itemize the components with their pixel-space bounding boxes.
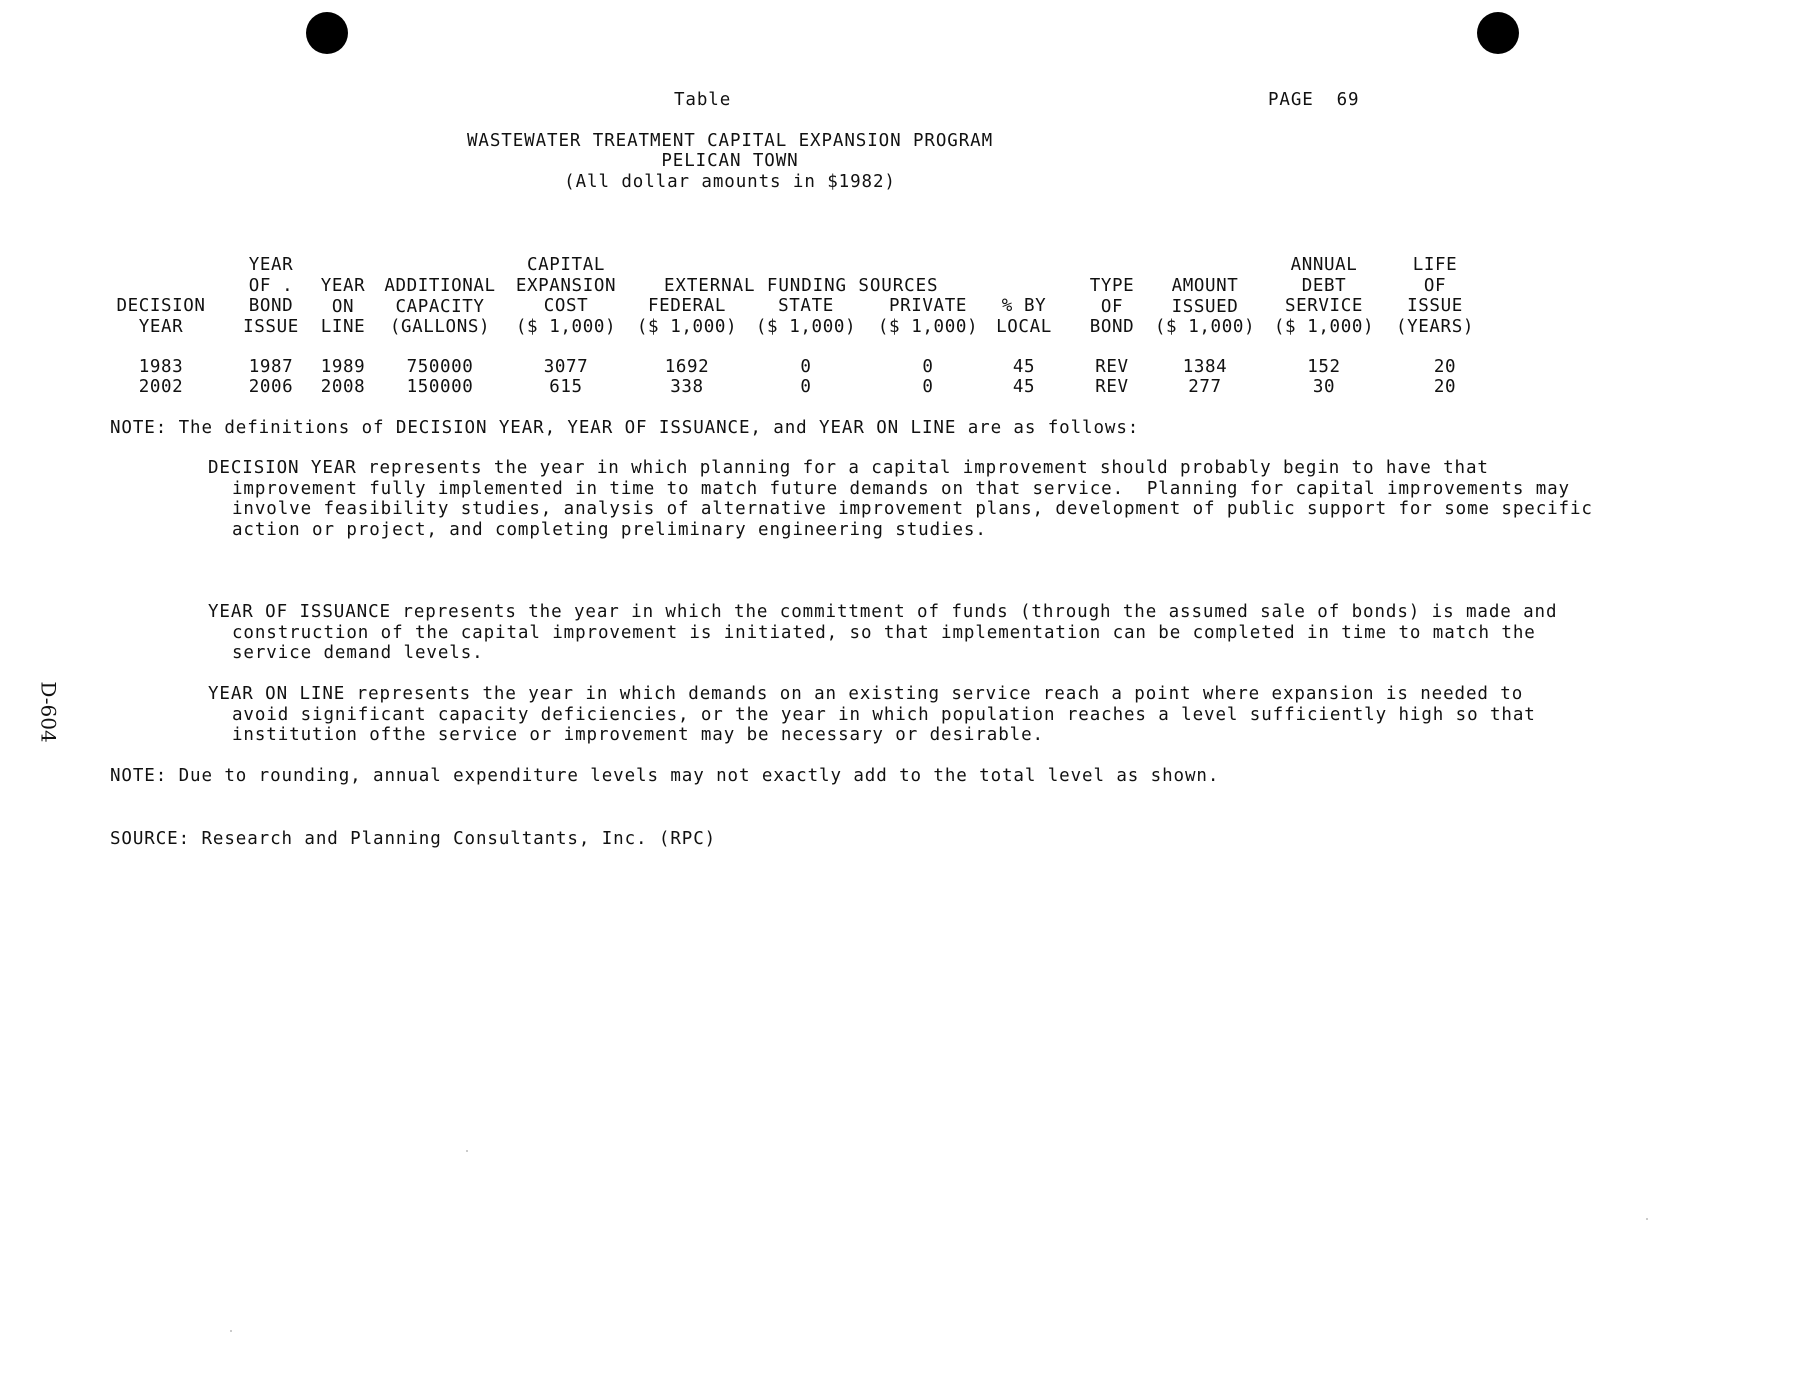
cell-pct-by-local: 45 bbox=[1012, 377, 1036, 397]
source-line: SOURCE: Research and Planning Consultants, Inc. (RPC) bbox=[110, 829, 717, 849]
header-pct-by-local: % BY LOCAL bbox=[996, 296, 1052, 337]
cell-state: 0 bbox=[800, 357, 812, 377]
cell-federal: 338 bbox=[670, 377, 704, 397]
header-decision-year: DECISION YEAR bbox=[116, 296, 206, 337]
page-number: PAGE 69 bbox=[1268, 90, 1360, 110]
header-private: PRIVATE ($ 1,000) bbox=[877, 296, 979, 337]
definition-continuation: avoid significant capacity deficiencies, or the year in which population reaches a level sufficiently high so that institution ofthe service or improvement may be necessary or desirable. bbox=[232, 704, 1536, 745]
header-year-of-bond-issue: YEAR OF . BOND ISSUE bbox=[243, 255, 299, 337]
cell-federal: 1692 bbox=[664, 357, 710, 377]
cell-amount-issued: 1384 bbox=[1182, 357, 1228, 377]
cell-year-of-bond-issue: 2006 bbox=[248, 377, 294, 397]
cell-pct-by-local: 45 bbox=[1012, 357, 1036, 377]
header-life-of-issue: LIFE OF ISSUE (YEARS) bbox=[1396, 255, 1474, 337]
header-type-of-bond: TYPE OF BOND bbox=[1089, 276, 1135, 337]
scan-speck bbox=[1646, 1218, 1648, 1220]
dollar-basis-note: (All dollar amounts in $1982) bbox=[564, 172, 896, 192]
definitions-note: NOTE: The definitions of DECISION YEAR, YEAR OF ISSUANCE, and YEAR ON LINE are as follows: bbox=[110, 418, 1140, 438]
side-page-label: D-604 bbox=[36, 681, 61, 743]
cell-additional-capacity: 750000 bbox=[406, 357, 474, 377]
document-title: WASTEWATER TREATMENT CAPITAL EXPANSION PROGRAM bbox=[466, 131, 994, 151]
cell-capital-expansion-cost: 3077 bbox=[543, 357, 589, 377]
cell-type-of-bond: REV bbox=[1095, 377, 1129, 397]
definition-year-on-line bbox=[208, 684, 1536, 746]
cell-year-on-line: 2008 bbox=[320, 377, 366, 397]
definition-year-of-issuance bbox=[208, 602, 1557, 664]
cell-state: 0 bbox=[800, 377, 812, 397]
header-external-funding-sources: EXTERNAL FUNDING SOURCES bbox=[664, 276, 939, 296]
header-annual-debt-service: ANNUAL DEBT SERVICE ($ 1,000) bbox=[1273, 255, 1375, 337]
definition-continuation: improvement fully implemented in time to match future demands on that service. Planning for capital improvements may involve feasibility studies, analysis of alternative improvement plans, development of public support for some specific action or project, and completing preliminary engineering studies. bbox=[232, 478, 1593, 540]
header-federal: FEDERAL ($ 1,000) bbox=[636, 296, 738, 337]
cell-additional-capacity: 150000 bbox=[406, 377, 474, 397]
cell-life-of-issue: 20 bbox=[1433, 357, 1457, 377]
cell-year-on-line: 1989 bbox=[320, 357, 366, 377]
definition-continuation: construction of the capital improvement is initiated, so that implementation can be completed in time to match the service demand levels. bbox=[232, 622, 1536, 663]
definition-decision-year bbox=[208, 458, 1593, 540]
definition-first-line: DECISION YEAR represents the year in which planning for a capital improvement should probably begin to have that bbox=[208, 458, 1489, 478]
header-amount-issued: AMOUNT ISSUED ($ 1,000) bbox=[1154, 276, 1256, 337]
header-state: STATE ($ 1,000) bbox=[755, 296, 857, 337]
cell-annual-debt-service: 152 bbox=[1307, 357, 1341, 377]
cell-capital-expansion-cost: 615 bbox=[549, 377, 583, 397]
header-additional-capacity: ADDITIONAL CAPACITY (GALLONS) bbox=[384, 276, 496, 337]
header-capital-expansion-cost: CAPITAL EXPANSION COST ($ 1,000) bbox=[515, 255, 617, 337]
document-subtitle: PELICAN TOWN bbox=[661, 151, 799, 171]
cell-decision-year: 1983 bbox=[138, 357, 184, 377]
binder-hole-left bbox=[306, 12, 348, 54]
cell-amount-issued: 277 bbox=[1188, 377, 1222, 397]
rounding-note: NOTE: Due to rounding, annual expenditure levels may not exactly add to the total level as shown. bbox=[110, 766, 1220, 786]
scan-speck bbox=[230, 1330, 232, 1332]
cell-life-of-issue: 20 bbox=[1433, 377, 1457, 397]
definition-first-line: YEAR OF ISSUANCE represents the year in which the committment of funds (through the assumed sale of bonds) is made and bbox=[208, 602, 1558, 622]
header-year-on-line: YEAR ON LINE bbox=[320, 276, 366, 337]
cell-decision-year: 2002 bbox=[138, 377, 184, 397]
binder-hole-right bbox=[1477, 12, 1519, 54]
cell-year-of-bond-issue: 1987 bbox=[248, 357, 294, 377]
table-label: Table bbox=[674, 90, 732, 110]
cell-private: 0 bbox=[922, 377, 934, 397]
scan-speck bbox=[466, 1150, 468, 1152]
cell-annual-debt-service: 30 bbox=[1312, 377, 1336, 397]
definition-first-line: YEAR ON LINE represents the year in which demands on an existing service reach a point where expansion is needed to bbox=[208, 684, 1524, 704]
cell-private: 0 bbox=[922, 357, 934, 377]
cell-type-of-bond: REV bbox=[1095, 357, 1129, 377]
